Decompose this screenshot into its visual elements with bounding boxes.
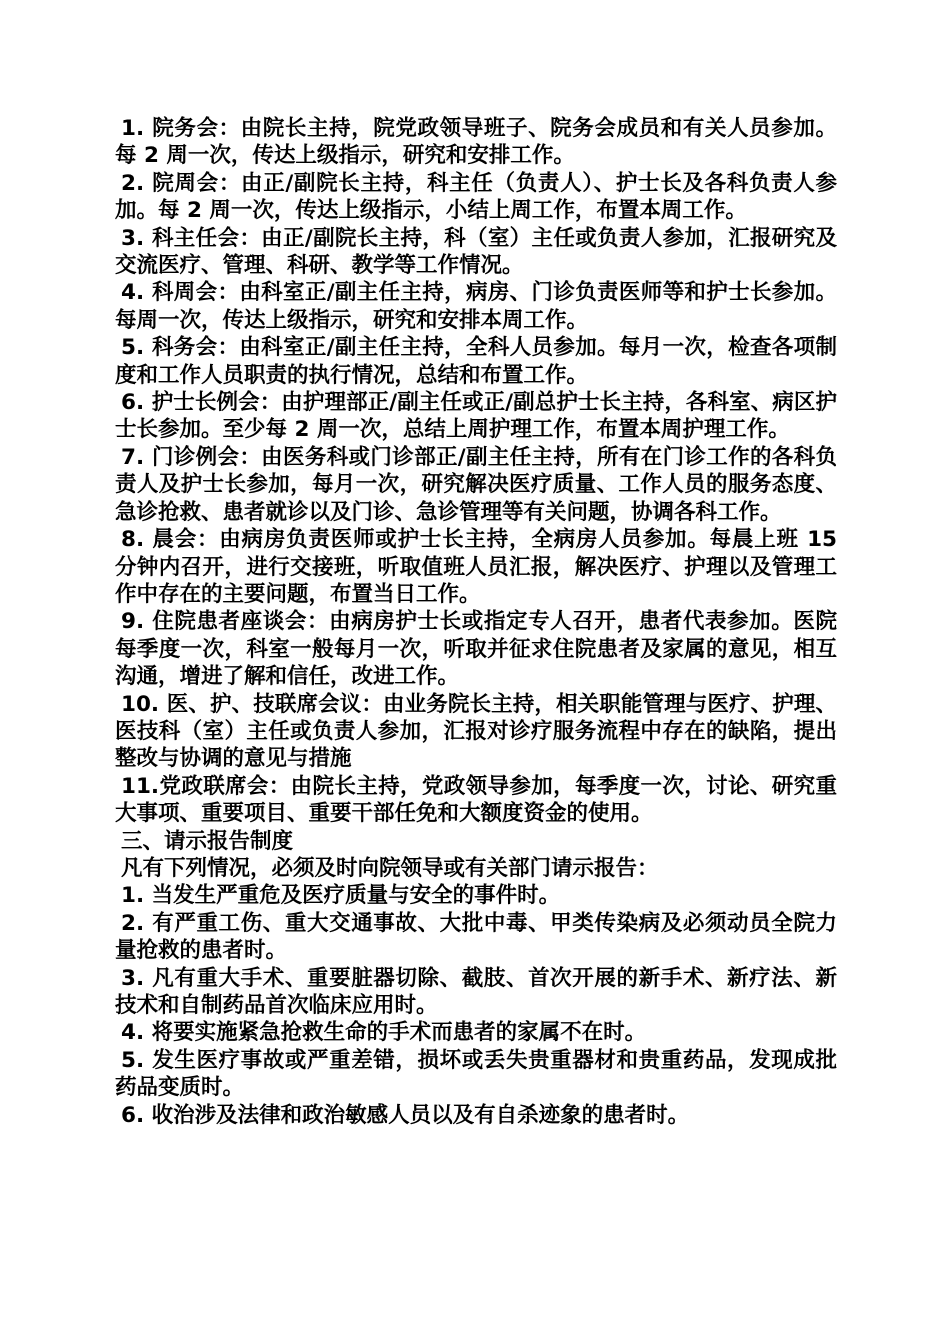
report-item-4: 4. 将要实施紧急抢救生命的手术而患者的家属不在时。 bbox=[121, 1020, 647, 1046]
meeting-item-7: 7. 门诊例会：由医务科或门诊部正/副主任主持，所有在门诊工作的各科负责人及护士长参加，每月一次，研究解决医疗质量、工作人员的服务态度、急诊抢救、患者就诊以及门诊、急诊管理等有关问题，协调各科工作。 bbox=[115, 444, 837, 525]
document-page bbox=[115, 115, 837, 1129]
report-item-1: 1. 当发生严重危及医疗质量与安全的事件时。 bbox=[121, 883, 561, 909]
report-item-2: 2. 有严重工伤、重大交通事故、大批中毒、甲类传染病及必须动员全院力量抢救的患者时。 bbox=[115, 910, 837, 964]
meeting-item-9: 9. 住院患者座谈会：由病房护士长或指定专人召开，患者代表参加。医院每季度一次，科室一般每月一次，听取并征求住院患者及家属的意见，相互沟通，增进了解和信任，改进工作。 bbox=[115, 609, 837, 690]
meeting-item-10: 10. 医、护、技联席会议：由业务院长主持，相关职能管理与医疗、护理、医技科（室）主任或负责人参加，汇报对诊疗服务流程中存在的缺陷，提出整改与协调的意见与措施 bbox=[115, 691, 837, 772]
meeting-item-11: 11.党政联席会：由院长主持，党政领导参加，每季度一次，讨论、研究重大事项、重要项目、重要干部任免和大额度资金的使用。 bbox=[115, 773, 837, 827]
meeting-item-6: 6. 护士长例会：由护理部正/副主任或正/副总护士长主持，各科室、病区护士长参加。至少每 2 周一次，总结上周护理工作，布置本周护理工作。 bbox=[115, 390, 837, 443]
meeting-item-5: 5. 科务会：由科室正/副主任主持，全科人员参加。每月一次，检查各项制度和工作人员职责的执行情况，总结和布置工作。 bbox=[115, 335, 837, 388]
meeting-item-4: 4. 科周会：由科室正/副主任主持，病房、门诊负责医师等和护士长参加。每周一次，传达上级指示，研究和安排本周工作。 bbox=[115, 280, 837, 333]
meeting-item-2: 2. 院周会：由正/副院长主持，科主任（负责人）、护士长及各科负责人参加。每 2 周一次，传达上级指示，小结上周工作，布置本周工作。 bbox=[115, 170, 837, 224]
meeting-item-3: 3. 科主任会：由正/副院长主持，科（室）主任或负责人参加，汇报研究及交流医疗、管理、科研、教学等工作情况。 bbox=[115, 225, 837, 279]
meeting-item-1: 1. 院务会：由院长主持，院党政领导班子、院务会成员和有关人员参加。每 2 周一次，传达上级指示，研究和安排工作。 bbox=[115, 116, 837, 169]
section-heading: 三、请示报告制度 bbox=[121, 828, 294, 854]
report-item-5: 5. 发生医疗事故或严重差错，损坏或丢失贵重器材和贵重药品，发现成批药品变质时。 bbox=[115, 1047, 837, 1101]
report-item-6: 6. 收治涉及法律和政治敏感人员以及有自杀迹象的患者时。 bbox=[121, 1102, 690, 1128]
report-item-3: 3. 凡有重大手术、重要脏器切除、截肢、首次开展的新手术、新疗法、新技术和自制药品首次临床应用时。 bbox=[115, 965, 837, 1018]
section-intro: 凡有下列情况，必须及时向院领导或有关部门请示报告： bbox=[121, 855, 659, 881]
meeting-item-8: 8. 晨会：由病房负责医师或护士长主持，全病房人员参加。每晨上班 15 分钟内召开，进行交接班，听取值班人员汇报，解决医疗、护理以及管理工作中存在的主要问题，布置当日工作。 bbox=[115, 527, 837, 607]
